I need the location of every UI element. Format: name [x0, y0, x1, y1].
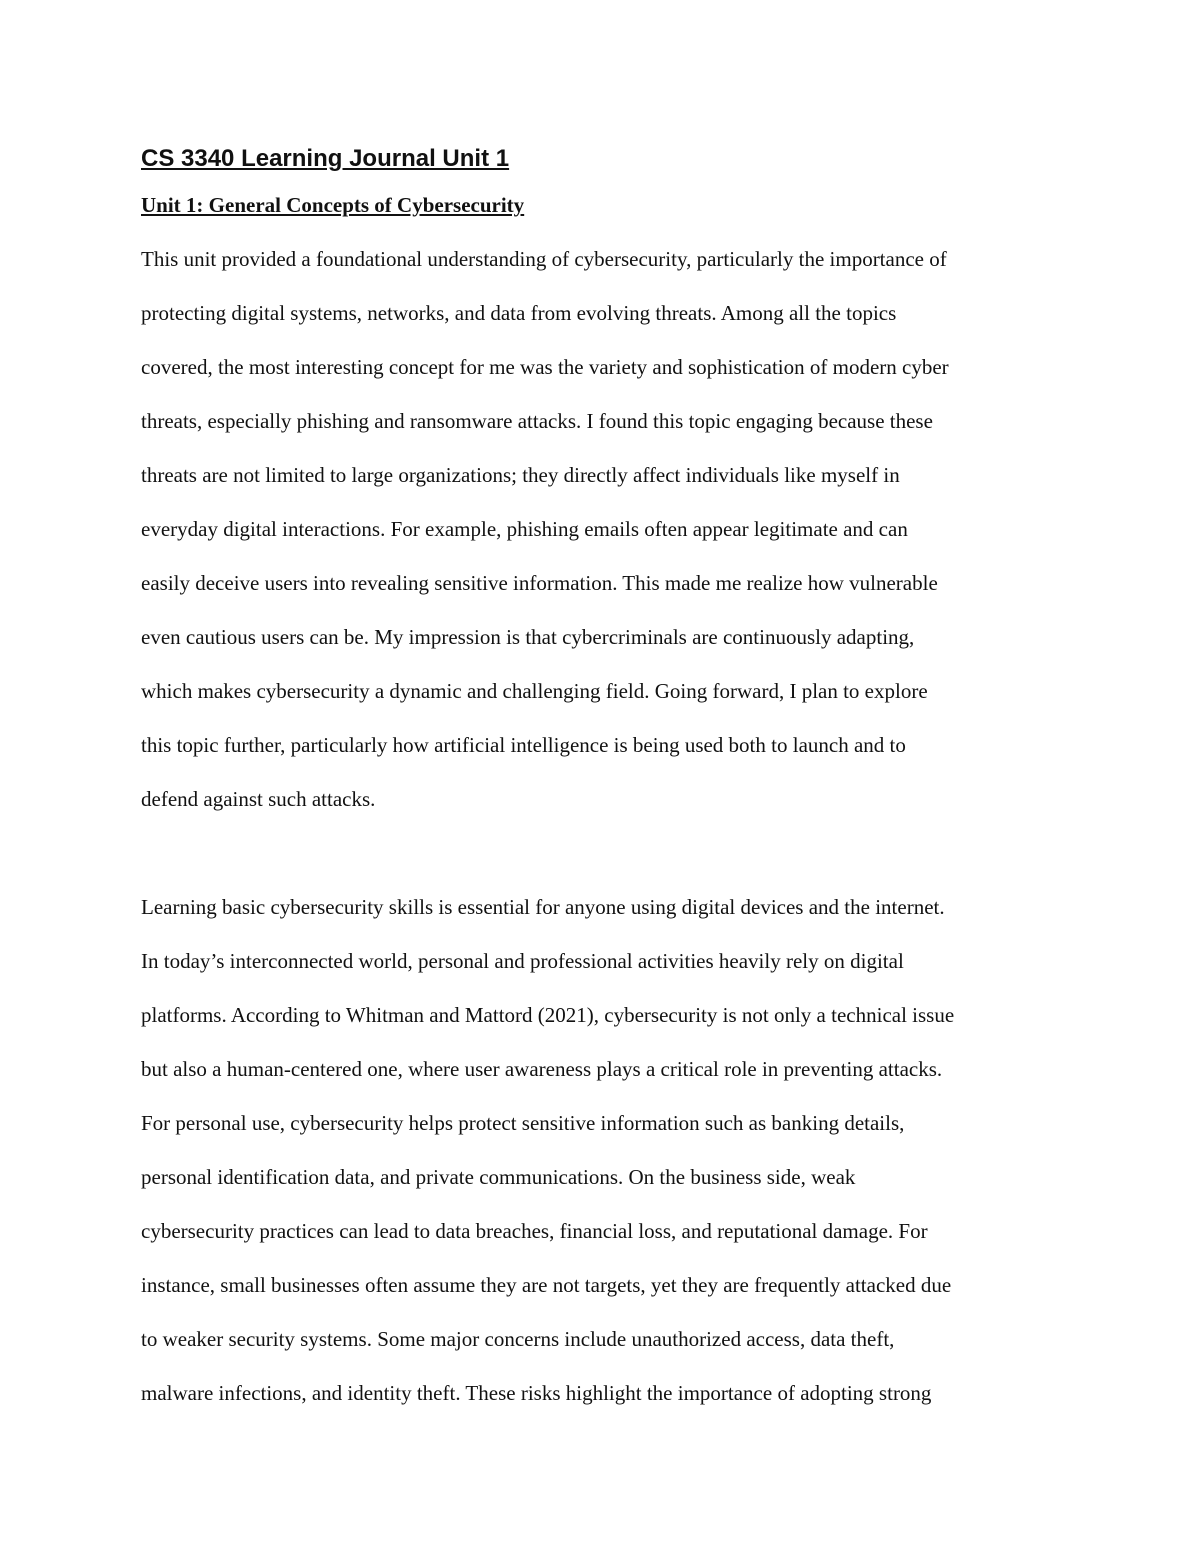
paragraph-line: Learning basic cybersecurity skills is essential for anyone using digital devices and the internet.	[141, 895, 945, 919]
paragraph-line: In today’s interconnected world, personal and professional activities heavily rely on digital	[141, 949, 904, 973]
unit-heading: Unit 1: General Concepts of Cybersecurity	[141, 193, 525, 217]
document-body	[141, 140, 1071, 1420]
paragraph-line: everyday digital interactions. For example, phishing emails often appear legitimate and can	[141, 517, 908, 541]
paragraph-line: but also a human-centered one, where user awareness plays a critical role in preventing attacks.	[141, 1057, 943, 1081]
paragraph-line: to weaker security systems. Some major concerns include unauthorized access, data theft,	[141, 1327, 895, 1351]
paragraph-2	[141, 880, 1071, 1420]
paragraph-line: For personal use, cybersecurity helps protect sensitive information such as banking details,	[141, 1111, 905, 1135]
paragraph-line: threats are not limited to large organizations; they directly affect individuals like myself in	[141, 463, 900, 487]
paragraph-line: which makes cybersecurity a dynamic and challenging field. Going forward, I plan to explore	[141, 679, 928, 703]
document-title: CS 3340 Learning Journal Unit 1	[141, 145, 510, 172]
paragraph-1	[141, 232, 1071, 826]
paragraph-line: platforms. According to Whitman and Mattord (2021), cybersecurity is not only a technical issue	[141, 1003, 955, 1027]
paragraph-line: personal identification data, and private communications. On the business side, weak	[141, 1165, 856, 1189]
paragraph-line: cybersecurity practices can lead to data breaches, financial loss, and reputational damage. For	[141, 1219, 928, 1243]
paragraph-line: instance, small businesses often assume they are not targets, yet they are frequently attacked due	[141, 1273, 952, 1297]
paragraph-line: threats, especially phishing and ransomware attacks. I found this topic engaging because these	[141, 409, 933, 433]
paragraph-line: protecting digital systems, networks, and data from evolving threats. Among all the topics	[141, 301, 897, 325]
paragraph-line: defend against such attacks.	[141, 787, 376, 811]
paragraph-line: malware infections, and identity theft. These risks highlight the importance of adopting strong	[141, 1381, 932, 1405]
paragraph-line: this topic further, particularly how artificial intelligence is being used both to launch and to	[141, 733, 906, 757]
paragraph-line: easily deceive users into revealing sensitive information. This made me realize how vulnerable	[141, 571, 938, 595]
paragraph-line: covered, the most interesting concept for me was the variety and sophistication of modern cyber	[141, 355, 949, 379]
paragraph-line: This unit provided a foundational understanding of cybersecurity, particularly the importance of	[141, 247, 947, 271]
paragraph-line: even cautious users can be. My impression is that cybercriminals are continuously adapting,	[141, 625, 915, 649]
